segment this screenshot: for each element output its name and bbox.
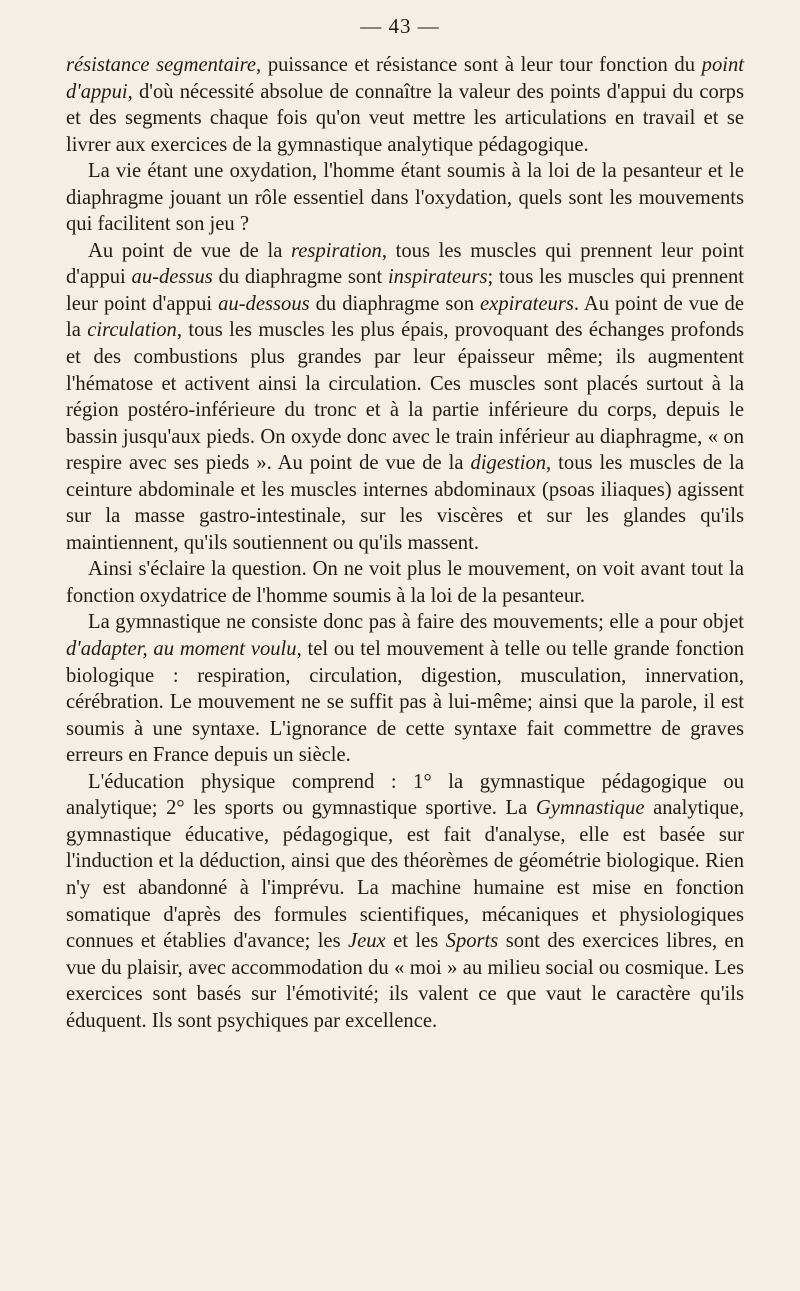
paragraph bbox=[66, 769, 744, 1034]
text-run: sont des exercices libres, en vue du plaisir, avec accommodation du « moi » au milieu social ou cosmique. Les exercices sont basés sur l'émotivité; ils valent ce que vaut le caractère qu'ils éduquent. Ils sont psychiques par excellence. bbox=[66, 930, 744, 1032]
text-run: , d'où nécessité absolue de connaître la valeur des points d'appui du corps et des segments chaque fois qu'on veut mettre les articulations en travail et se livrer aux exercices de la gymnastique analytique pédagogique. bbox=[66, 80, 744, 156]
text-run: du diaphragme sont bbox=[212, 266, 388, 289]
paragraph bbox=[66, 556, 744, 609]
text-run: , puissance et résistance sont à leur tour fonction du bbox=[256, 54, 702, 76]
text-run: analytique, gymnastique éducative, pédagogique, est fait d'analyse, elle est basée sur l'induction et la déduction, ainsi que des théorèmes de géométrie biologique. Rien n'y est abandonné à l'imprévu. La machine humaine est mise en fonction somatique d'après des formules scientifiques, mécaniques et physiologiques connues et établies d'avance; les bbox=[66, 797, 745, 953]
italic-term: expirateurs bbox=[480, 292, 574, 315]
italic-term: circulation bbox=[87, 319, 177, 342]
italic-term: Gymnastique bbox=[535, 797, 645, 820]
text-run: , tous les muscles qui prennent leur point d'appui bbox=[66, 239, 744, 289]
italic-term: résistance segmentaire bbox=[66, 54, 257, 76]
italic-term: Jeux bbox=[347, 930, 386, 953]
text-run: Ainsi s'éclaire la question. On ne voit plus le mouvement, on voit avant tout la fonction oxydatrice de l'homme soumis à la loi de la pesanteur. bbox=[66, 558, 744, 607]
text-run: du diaphragme son bbox=[309, 292, 481, 315]
text-run: Au point de vue de la bbox=[88, 239, 292, 262]
text-run: La gymnastique ne consiste donc pas à faire des mouvements; elle a pour objet bbox=[88, 611, 744, 634]
text-run: La vie étant une oxydation, l'homme étant soumis à la loi de la pesanteur et le diaphragme jouant un rôle essentiel dans l'oxydation, quels sont les mouvements qui facilitent son jeu ? bbox=[66, 160, 744, 236]
text-run: , tel ou tel mouvement à telle ou telle grande fonction biologique : respiration, circulation, digestion, musculation, innervation, cérébration. Le mouvement ne se suffit pas à lui-même; ainsi que la parole, il est soumis à une syntaxe. L'ignorance de cette syntaxe fait commettre de graves erreurs en France depuis un siècle. bbox=[66, 638, 744, 767]
page-number: — 43 — bbox=[360, 14, 440, 38]
italic-term: point d'appui bbox=[66, 54, 744, 103]
paragraph bbox=[66, 238, 744, 557]
body-text bbox=[66, 52, 744, 1034]
italic-term: inspirateurs bbox=[387, 266, 488, 289]
italic-term: digestion bbox=[470, 452, 547, 475]
text-run: . Au point de vue de la bbox=[66, 292, 744, 342]
text-run: et les bbox=[385, 930, 446, 953]
italic-term: respiration bbox=[291, 239, 382, 262]
text-run: ; tous les muscles qui prennent leur point d'appui bbox=[66, 266, 744, 315]
italic-term: d'adapter, au moment voulu bbox=[66, 638, 297, 661]
text-run: L'éducation physique comprend : 1° la gymnastique pédagogique ou analytique; 2° les sports ou gymnastique sportive. La bbox=[66, 770, 744, 820]
paragraph bbox=[66, 609, 744, 768]
paragraph bbox=[66, 158, 744, 238]
text-run: , tous les muscles de la ceinture abdominale et les muscles internes abdominaux (psoas iliaques) agissent sur la masse gastro-intestinale, sur les viscères et sur les glandes qu'ils maintiennent, qu'ils soutiennent ou qu'ils massent. bbox=[66, 452, 744, 554]
text-run: , tous les muscles les plus épais, provoquant des échanges profonds et des combustions plus grandes par leur épaisseur même; ils augmentent l'hématose et activent ainsi la circulation. Ces muscles sont placés surtout à la région postéro-inférieure du tronc et à la partie inférieure du corps, depuis le bassin jusqu'aux pieds. On oxyde donc avec le train inférieur au diaphragme, « on respire avec ses pieds ». Au point de vue de la bbox=[66, 319, 744, 475]
italic-term: au-dessus bbox=[131, 266, 213, 289]
italic-term: au-dessous bbox=[218, 292, 310, 315]
paragraph bbox=[66, 52, 744, 158]
italic-term: Sports bbox=[445, 930, 499, 953]
